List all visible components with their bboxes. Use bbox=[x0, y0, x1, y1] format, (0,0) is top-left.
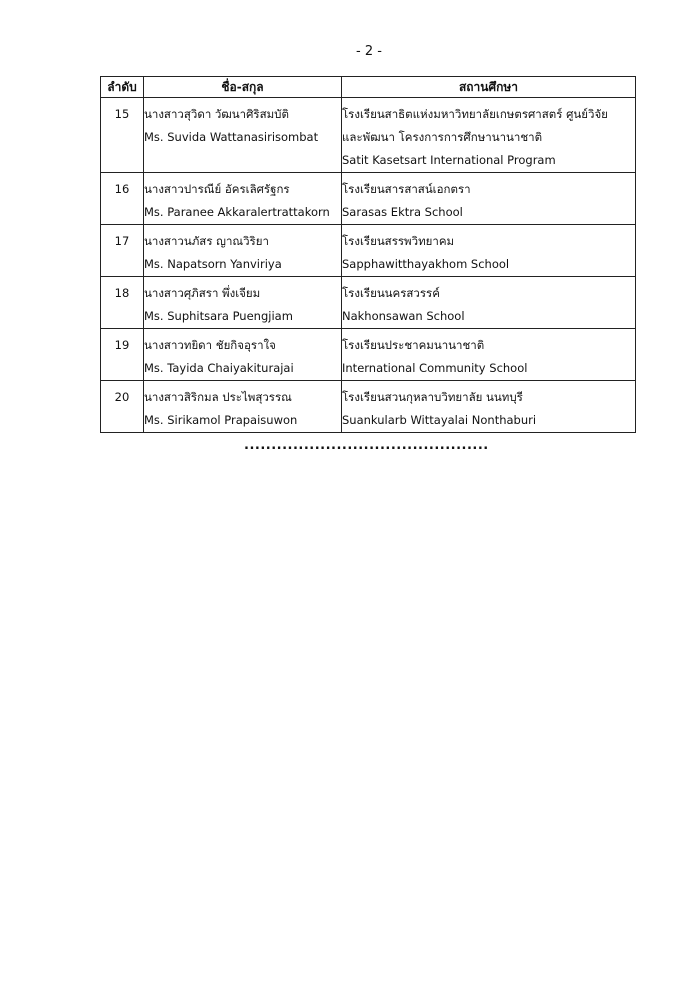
student-name bbox=[144, 381, 342, 433]
row-number: 17 bbox=[101, 225, 144, 277]
school-line: Nakhonsawan School bbox=[342, 309, 465, 323]
school-line: โรงเรียนประชาคมนานาชาติ bbox=[342, 338, 485, 352]
student-name bbox=[144, 98, 342, 173]
school-line: โรงเรียนสรรพวิทยาคม bbox=[342, 234, 455, 248]
header-no: ลำดับ bbox=[101, 77, 144, 98]
school-name bbox=[342, 381, 636, 433]
row-number: 15 bbox=[101, 98, 144, 173]
row-number: 20 bbox=[101, 381, 144, 433]
header-school: สถานศึกษา bbox=[342, 77, 636, 98]
name-english: Ms. Suphitsara Puengjiam bbox=[144, 309, 293, 323]
name-thai: นางสาวสุวิดา วัฒนาศิริสมบัติ bbox=[144, 107, 289, 121]
school-name bbox=[342, 225, 636, 277]
name-thai: นางสาวศุภิสรา พึ่งเจียม bbox=[144, 286, 261, 300]
school-name bbox=[342, 329, 636, 381]
school-name bbox=[342, 173, 636, 225]
name-english: Ms. Napatsorn Yanviriya bbox=[144, 257, 282, 271]
table-row bbox=[101, 381, 636, 433]
table-row bbox=[101, 277, 636, 329]
table-row bbox=[101, 329, 636, 381]
end-of-list-marker: ............................................. bbox=[244, 438, 489, 453]
name-english: Ms. Tayida Chaiyakiturajai bbox=[144, 361, 294, 375]
name-thai: นางสาวทยิดา ชัยกิจอุราใจ bbox=[144, 338, 276, 352]
school-line: Sapphawitthayakhom School bbox=[342, 257, 510, 271]
row-number: 19 bbox=[101, 329, 144, 381]
name-thai: นางสาวสิริกมล ประไพสุวรรณ bbox=[144, 390, 292, 404]
row-number: 18 bbox=[101, 277, 144, 329]
name-thai: นางสาวปารณีย์ อัครเลิศรัฐกร bbox=[144, 182, 290, 196]
page-number: - 2 - bbox=[356, 44, 382, 59]
school-line: โรงเรียนสารสาสน์เอกตรา bbox=[342, 182, 471, 196]
name-thai: นางสาวนภัสร ญาณวิริยา bbox=[144, 234, 269, 248]
student-roster-table bbox=[100, 76, 636, 433]
school-name bbox=[342, 98, 636, 173]
table-row bbox=[101, 173, 636, 225]
student-name bbox=[144, 329, 342, 381]
name-english: Ms. Sirikamol Prapaisuwon bbox=[144, 413, 298, 427]
name-english: Ms. Suvida Wattanasirisombat bbox=[144, 130, 319, 144]
school-line: Satit Kasetsart International Program bbox=[342, 153, 556, 167]
school-line: Sarasas Ektra School bbox=[342, 205, 463, 219]
school-line: โรงเรียนสาธิตแห่งมหาวิทยาลัยเกษตรศาสตร์ ศูนย์วิจัย bbox=[342, 107, 608, 121]
student-name bbox=[144, 277, 342, 329]
school-line: โรงเรียนนครสวรรค์ bbox=[342, 286, 440, 300]
school-line: Suankularb Wittayalai Nonthaburi bbox=[342, 413, 537, 427]
row-number: 16 bbox=[101, 173, 144, 225]
school-line: และพัฒนา โครงการการศึกษานานาชาติ bbox=[342, 130, 543, 144]
school-line: โรงเรียนสวนกุหลาบวิทยาลัย นนทบุรี bbox=[342, 390, 523, 404]
school-line: International Community School bbox=[342, 361, 528, 375]
table-row bbox=[101, 98, 636, 173]
name-english: Ms. Paranee Akkaralertrattakorn bbox=[144, 205, 330, 219]
school-name bbox=[342, 277, 636, 329]
student-name bbox=[144, 173, 342, 225]
header-name: ชื่อ-สกุล bbox=[144, 77, 342, 98]
table-header-row bbox=[101, 77, 636, 98]
student-name bbox=[144, 225, 342, 277]
table-row bbox=[101, 225, 636, 277]
